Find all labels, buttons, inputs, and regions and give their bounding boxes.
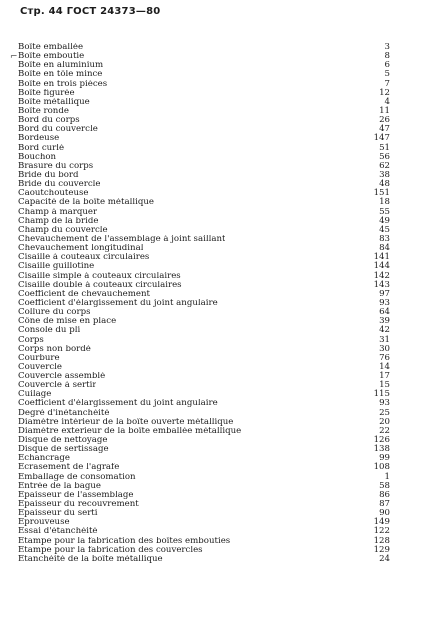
index-term: Boîte en aluminium <box>18 61 104 71</box>
index-entry <box>18 354 390 363</box>
index-term: Bride du couvercle <box>18 180 101 190</box>
index-entry <box>18 226 390 235</box>
index-term: Courbure <box>18 353 60 363</box>
index-page-number: 24 <box>379 553 390 564</box>
index-page-number: 25 <box>379 407 390 418</box>
index-page-number: 30 <box>379 343 390 354</box>
index-page-number: 39 <box>379 316 390 327</box>
index-entry <box>18 482 390 491</box>
index-page-number: 49 <box>379 215 390 226</box>
index-term: Boîte en tôle mince <box>18 70 103 80</box>
index-page-number: 87 <box>379 499 390 510</box>
index-term: Chevauchement longitudinal <box>18 244 144 254</box>
index-term: Étampe pour la fabrication des boîtes embouties <box>18 536 231 546</box>
index-page-number: 6 <box>384 60 390 71</box>
index-page-number: 129 <box>373 544 390 555</box>
index-page-number: 64 <box>379 307 390 318</box>
index-page-number: 62 <box>379 160 390 171</box>
index-entry <box>18 144 390 153</box>
index-page-number: 93 <box>379 297 390 308</box>
index-term: Épaisseur de l'assemblage <box>18 490 134 500</box>
index-entry <box>18 208 390 217</box>
index-page-number: 1 <box>384 471 390 482</box>
index-page-number: 7 <box>384 78 390 89</box>
index-page-number: 147 <box>373 133 390 144</box>
index-term: Couvercle assemblé <box>18 372 106 382</box>
index-page-number: 108 <box>373 462 390 473</box>
index-page-number: 83 <box>379 233 390 244</box>
index-entry <box>18 500 390 509</box>
index-term: Caoutchouteuse <box>18 189 89 199</box>
index-page-number: 99 <box>379 453 390 464</box>
index-page-number: 17 <box>379 371 390 382</box>
index-page-number: 48 <box>379 179 390 190</box>
index-entry <box>18 345 390 354</box>
index-term: Coefficient d'élargissement du joint angulaire <box>18 298 218 308</box>
index-page-number: 22 <box>379 425 390 436</box>
index-entry <box>18 244 390 253</box>
index-term: Bride du bord <box>18 170 79 180</box>
index-term: Capacité de la boîte métallique <box>18 198 154 208</box>
index-entry <box>18 409 390 418</box>
index-term: Collure du corps <box>18 308 91 318</box>
index-page-number: 15 <box>379 380 390 391</box>
index-term: Coefficient d'élargissement du joint angulaire <box>18 399 218 409</box>
index-page-number: 42 <box>379 325 390 336</box>
index-term: Bord du corps <box>18 116 80 126</box>
index-entry <box>18 89 390 98</box>
index-entry <box>18 217 390 226</box>
index-entry <box>18 518 390 527</box>
index-term: Cisaille guillotine <box>18 262 95 272</box>
index-page-number: 18 <box>379 197 390 208</box>
index-entry <box>18 262 390 271</box>
index-term: Écrasement de l'agrafe <box>18 463 120 473</box>
index-entry <box>18 290 390 299</box>
index-page-number: 38 <box>379 169 390 180</box>
index-entry <box>18 171 390 180</box>
index-entry <box>18 43 390 52</box>
index-term: Disque de sertissage <box>18 445 109 455</box>
index-term: Boîte ronde <box>18 106 69 116</box>
index-entry <box>18 235 390 244</box>
index-entry <box>18 317 390 326</box>
index-page-number: 151 <box>373 188 390 199</box>
index-page-number: 86 <box>379 489 390 500</box>
index-page-number: 122 <box>373 526 390 537</box>
index-term: Boîte en trois pièces <box>18 79 108 89</box>
index-term: Cisaille à couteaux circulaires <box>18 253 150 263</box>
index-entry <box>18 537 390 546</box>
index-term: Bordeuse <box>18 134 60 144</box>
index-term: Cône de mise en place <box>18 317 117 327</box>
index-entry <box>18 372 390 381</box>
index-entry <box>18 463 390 472</box>
index-page-number: 90 <box>379 508 390 519</box>
index-page-number: 56 <box>379 151 390 162</box>
index-entry <box>18 253 390 262</box>
index-entry <box>18 98 390 107</box>
index-term: Diamètre exterieur de la boîte emballée métallique <box>18 426 242 436</box>
index-page-number: 142 <box>373 270 390 281</box>
index-entry <box>18 509 390 518</box>
index-page-number: 84 <box>379 243 390 254</box>
index-entry <box>18 326 390 335</box>
index-entry <box>18 125 390 134</box>
index-entry <box>18 363 390 372</box>
index-page-number: 143 <box>373 279 390 290</box>
index-term: Console du pli <box>18 326 81 336</box>
index-entry <box>18 445 390 454</box>
index-entry <box>18 134 390 143</box>
index-term: Cisaille double à couteaux circulaires <box>18 280 182 290</box>
index-entry <box>18 198 390 207</box>
index-term: Éprouveuse <box>18 518 70 528</box>
index-term: Épaisseur du recouvrement <box>18 500 139 510</box>
index-page-number: 115 <box>373 389 390 400</box>
index-term: Bouchon <box>18 152 57 162</box>
index-term: Brasure du corps <box>18 161 94 171</box>
index-entry <box>18 70 390 79</box>
index-entry <box>18 180 390 189</box>
index-page-number: 8 <box>384 51 390 62</box>
index-page-number: 144 <box>373 261 390 272</box>
index-term: Degré d'inétanchéité <box>18 408 110 418</box>
scan-mark: ⌐ <box>10 52 18 62</box>
index-entry <box>18 107 390 116</box>
index-page-number: 128 <box>373 535 390 546</box>
index-list <box>18 43 390 564</box>
index-term: Disque de nettoyage <box>18 436 108 446</box>
index-entry <box>18 381 390 390</box>
index-term: Boîte emboutie <box>18 52 85 62</box>
index-entry <box>18 399 390 408</box>
index-page-number: 5 <box>384 69 390 80</box>
index-entry <box>18 418 390 427</box>
index-entry <box>18 116 390 125</box>
index-page-number: 11 <box>379 105 390 116</box>
index-page-number: 97 <box>379 288 390 299</box>
index-term: Coefficient de chevauchement <box>18 289 150 299</box>
index-entry <box>18 189 390 198</box>
index-page-number: 141 <box>373 252 390 263</box>
index-page-number: 126 <box>373 435 390 446</box>
index-term: Entrée de la bague <box>18 481 101 491</box>
index-term: Champ à marquer <box>18 207 98 217</box>
index-page-number: 47 <box>379 124 390 135</box>
index-term: Corps <box>18 335 44 345</box>
index-term: Essai d'étanchéité <box>18 527 98 537</box>
index-term: Cisaille simple à couteaux circulaires <box>18 271 181 281</box>
index-term: Étanchéité de la boîte métallique <box>18 554 163 564</box>
page-header: Стр. 44 ГОСТ 24373—80 <box>20 6 161 17</box>
index-page-number: 26 <box>379 115 390 126</box>
index-entry <box>18 436 390 445</box>
index-page-number: 55 <box>379 206 390 217</box>
index-entry <box>18 80 390 89</box>
index-page-number: 76 <box>379 352 390 363</box>
index-term: Échancrage <box>18 454 70 464</box>
index-page-number: 51 <box>379 142 390 153</box>
index-term: Couvercle à sertir <box>18 381 97 391</box>
index-page-number: 93 <box>379 398 390 409</box>
index-entry <box>18 308 390 317</box>
index-entry <box>18 281 390 290</box>
index-term: Couvercle <box>18 362 62 372</box>
index-entry <box>18 153 390 162</box>
index-term: Chevauchement de l'assemblage à joint saillant <box>18 234 226 244</box>
index-page-number: 3 <box>384 42 390 52</box>
index-page-number: 31 <box>379 334 390 345</box>
index-page-number: 20 <box>379 416 390 427</box>
index-entry <box>18 52 390 61</box>
index-entry <box>18 299 390 308</box>
index-entry <box>18 473 390 482</box>
index-page-number: 14 <box>379 361 390 372</box>
index-term: Étampe pour la fabrication des couvercles <box>18 545 203 555</box>
index-term: Emballage de consomation <box>18 472 136 482</box>
index-page-number: 12 <box>379 87 390 98</box>
index-entry <box>18 555 390 564</box>
index-page-number: 149 <box>373 517 390 528</box>
index-term: Diamètre intérieur de la boîte ouverte métallique <box>18 417 234 427</box>
index-term: Épaisseur du serti <box>18 509 98 519</box>
index-term: Champ du couvercle <box>18 225 108 235</box>
index-entry <box>18 272 390 281</box>
index-page-number: 4 <box>384 96 390 107</box>
index-term: Bord du couvercle <box>18 125 98 135</box>
index-entry <box>18 427 390 436</box>
index-entry <box>18 491 390 500</box>
index-entry <box>18 527 390 536</box>
index-page-number: 45 <box>379 224 390 235</box>
index-entry <box>18 61 390 70</box>
index-entry <box>18 390 390 399</box>
index-entry <box>18 162 390 171</box>
index-term: Cuilage <box>18 390 52 400</box>
index-term: Corps non bordé <box>18 344 91 354</box>
index-term: Champ de la bride <box>18 216 99 226</box>
index-term: Boîte emballée <box>18 43 84 52</box>
index-entry <box>18 336 390 345</box>
index-term: Boîte figurée <box>18 88 75 98</box>
index-page-number: 58 <box>379 480 390 491</box>
index-entry <box>18 454 390 463</box>
index-term: Bord curlé <box>18 143 65 153</box>
index-term: Boîte métallique <box>18 97 90 107</box>
index-entry <box>18 546 390 555</box>
index-page-number: 138 <box>373 444 390 455</box>
